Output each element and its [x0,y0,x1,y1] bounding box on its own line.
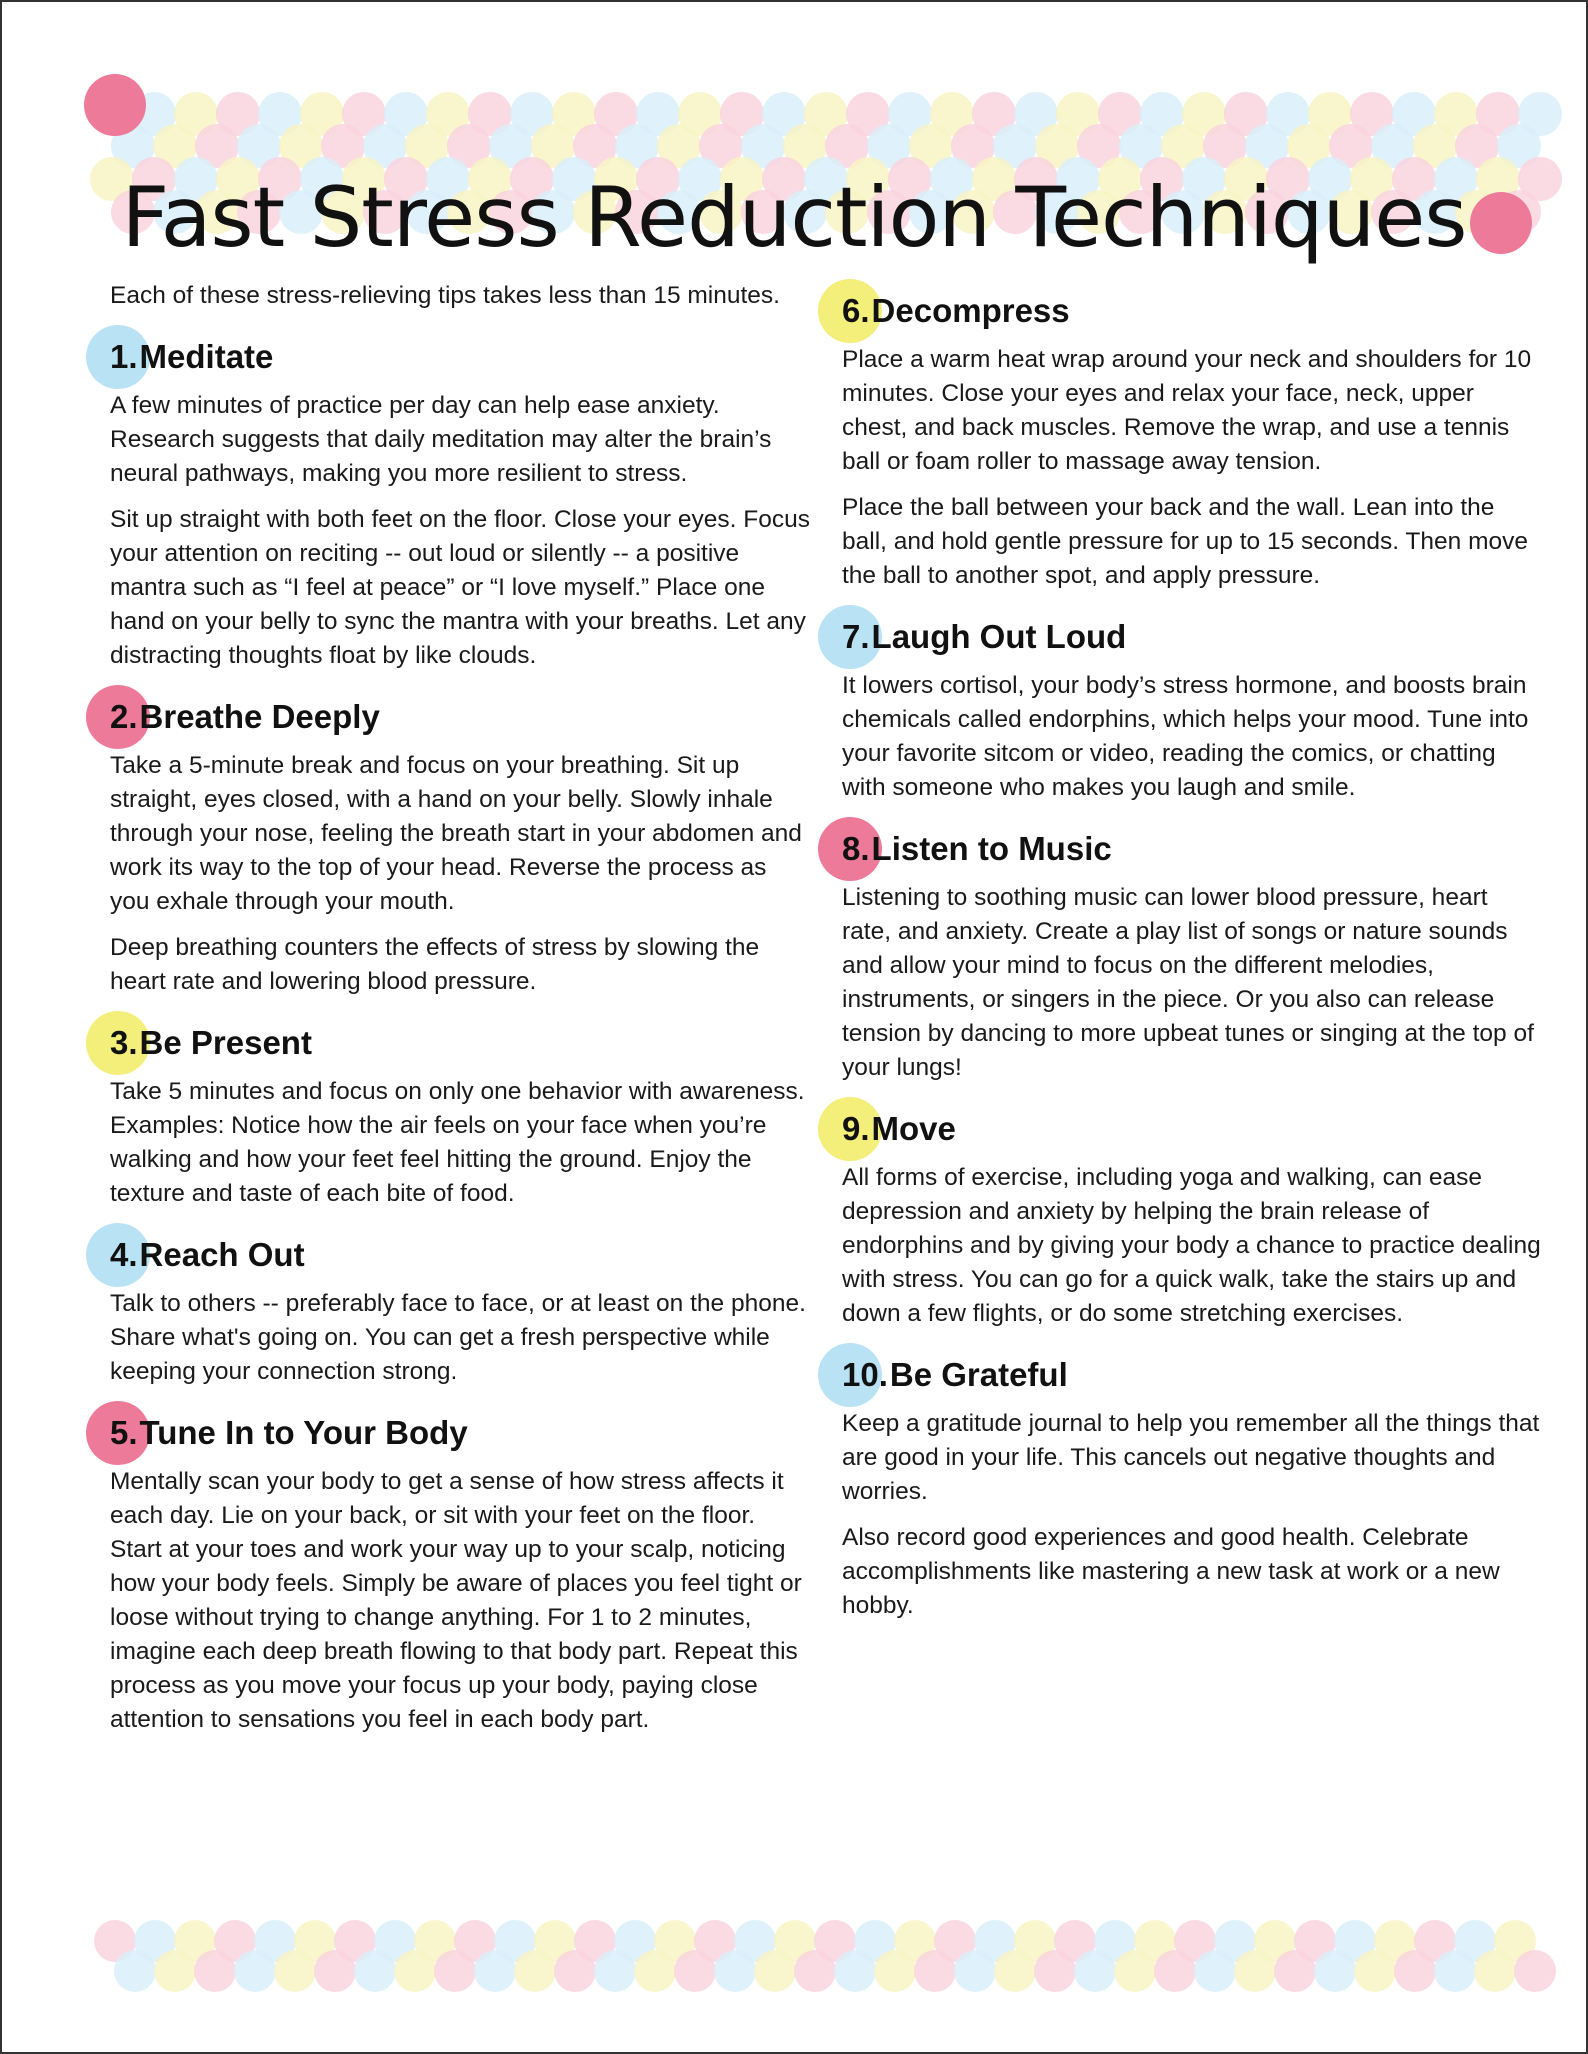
decorative-dot [434,1950,476,1992]
technique-7 [842,605,1542,805]
bottom-dot-border [2,1902,1586,2002]
technique-paragraph: All forms of exercise, including yoga and walking, can ease depression and anxiety by helping the brain release of endorphins and by giving your body a chance to practice dealing with stress. You can go for a quick walk, take the stairs up and down a few flights, or do some stretching exercises. [842,1164,1541,1327]
technique-heading [842,1343,1542,1407]
decorative-dot [1274,1950,1316,1992]
decorative-dot [634,1950,676,1992]
decorative-dot [1434,1950,1476,1992]
technique-paragraph: Talk to others -- preferably face to face, or at least on the phone. Share what's going on. You can get a fresh perspective while keeping your connection strong. [110,1290,806,1385]
decorative-dot [274,1950,316,1992]
technique-6 [842,279,1542,593]
decorative-dot [794,1950,836,1992]
right-column [842,277,1542,1635]
technique-number: 7. [842,618,870,655]
technique-title: Reach Out [139,1236,305,1273]
decorative-dot [874,1950,916,1992]
decorative-dot [1394,1950,1436,1992]
technique-number: 4. [110,1236,138,1273]
technique-title: Move [871,1110,956,1147]
technique-number: 3. [110,1024,138,1061]
technique-title: Breathe Deeply [139,698,380,735]
technique-heading [110,1011,810,1075]
decorative-dot [714,1950,756,1992]
technique-10 [842,1343,1542,1623]
decorative-dot [594,1950,636,1992]
technique-paragraph: Listening to soothing music can lower blood pressure, heart rate, and anxiety. Create a play list of songs or nature sounds and allow your mind to focus on the different melodies, instruments, or singers in the piece. Or you also can release tension by dancing to more upbeat tunes or singing at the top of your lungs! [842,884,1534,1081]
technique-number: 9. [842,1110,870,1147]
technique-paragraph: A few minutes of practice per day can help ease anxiety. Research suggests that daily meditation may alter the brain’s neural pathways, making you more resilient to stress. [110,392,772,487]
decorative-dot [114,1950,156,1992]
decorative-dot [914,1950,956,1992]
decorative-dot [354,1950,396,1992]
decorative-dot [234,1950,276,1992]
technique-number: 10. [842,1356,888,1393]
technique-number: 5. [110,1414,138,1451]
technique-title: Tune In to Your Body [139,1414,468,1451]
decorative-dot [674,1950,716,1992]
technique-heading [110,325,810,389]
page-title: Fast Stress Reduction Techniques [121,169,1467,267]
technique-heading [842,605,1542,669]
decorative-dot [1074,1950,1116,1992]
decorative-dot [154,1950,196,1992]
technique-1 [110,325,810,673]
technique-paragraph: Keep a gratitude journal to help you remember all the things that are good in your life. This cancels out negative thoughts and worries. [842,1410,1540,1505]
decorative-dot [754,1950,796,1992]
technique-paragraph: Deep breathing counters the effects of stress by slowing the heart rate and lowering blood pressure. [110,934,760,995]
decorative-dot [194,1950,236,1992]
technique-title: Be Present [139,1024,312,1061]
technique-heading [842,1097,1542,1161]
decorative-dot [514,1950,556,1992]
decorative-dot [834,1950,876,1992]
decorative-dot [994,1950,1036,1992]
decorative-dot [1154,1950,1196,1992]
technique-paragraph: Also record good experiences and good health. Celebrate accomplishments like mastering a new task at work or a new hobby. [842,1524,1500,1619]
decorative-dot [474,1950,516,1992]
decorative-dot [314,1950,356,1992]
decorative-dot [1314,1950,1356,1992]
technique-title: Laugh Out Loud [871,618,1127,655]
technique-paragraph: It lowers cortisol, your body’s stress hormone, and boosts brain chemicals called endorphins, which helps your mood. Tune into your favorite sitcom or video, reading the comics, or chatting with someone who makes you laugh and smile. [842,672,1529,801]
technique-2 [110,685,810,999]
technique-3 [110,1011,810,1211]
technique-number: 8. [842,830,870,867]
decorative-dot [1114,1950,1156,1992]
technique-title: Be Grateful [889,1356,1068,1393]
decorative-dot [554,1950,596,1992]
technique-heading [110,1401,810,1465]
technique-title: Meditate [139,338,274,375]
technique-paragraph: Take a 5-minute break and focus on your breathing. Sit up straight, eyes closed, with a hand on your belly. Slowly inhale through your nose, feeling the breath start in your abdomen and work its way to the top of your head. Reverse the process as you exhale through your mouth. [110,752,802,915]
technique-number: 6. [842,292,870,329]
decorative-dot [1474,1950,1516,1992]
technique-title: Decompress [871,292,1070,329]
technique-number: 1. [110,338,138,375]
technique-heading [110,685,810,749]
intro-text: Each of these stress-relieving tips takes less than 15 minutes. [110,282,780,309]
technique-title: Listen to Music [871,830,1112,867]
technique-heading [842,279,1542,343]
technique-paragraph: Take 5 minutes and focus on only one behavior with awareness. Examples: Notice how the air feels on your face when you’re walking and how your feet feel hitting the ground. Enjoy the texture and taste of each bite of food. [110,1078,805,1207]
decorative-dot [954,1950,996,1992]
technique-paragraph: Place a warm heat wrap around your neck and shoulders for 10 minutes. Close your eyes and relax your face, neck, upper chest, and back muscles. Remove the wrap, and use a tennis ball or foam roller to massage away tension. [842,346,1532,475]
decorative-dot [1234,1950,1276,1992]
pink-accent-circle-top-left [84,74,146,136]
decorative-dot [394,1950,436,1992]
technique-5 [110,1401,810,1737]
technique-number: 2. [110,698,138,735]
technique-9 [842,1097,1542,1331]
technique-paragraph: Mentally scan your body to get a sense of how stress affects it each day. Lie on your back, or sit with your feet on the floor. Start at your toes and work your way up to your scalp, noticing how your body feels. Simply be aware of places you feel tight or loose without trying to change anything. For 1 to 2 minutes, imagine each deep breath flowing to that body part. Repeat this process as you move your focus up your body, paying close attention to sensations you feel in each body part. [110,1468,802,1733]
decorative-dot [1514,1950,1556,1992]
technique-heading [110,1223,810,1287]
technique-8 [842,817,1542,1085]
technique-paragraph: Sit up straight with both feet on the floor. Close your eyes. Focus your attention on reciting -- out loud or silently -- a positive mantra such as “I feel at peace” or “I love myself.” Place one hand on your belly to sync the mantra with your breaths. Let any distracting thoughts float by like clouds. [110,506,810,669]
decorative-dot [1194,1950,1236,1992]
left-column [110,279,810,1749]
decorative-dot [1354,1950,1396,1992]
technique-paragraph: Place the ball between your back and the wall. Lean into the ball, and hold gentle pressure for up to 15 seconds. Then move the ball to another spot, and apply pressure. [842,494,1528,589]
decorative-dot [1034,1950,1076,1992]
technique-heading [842,817,1542,881]
technique-4 [110,1223,810,1389]
